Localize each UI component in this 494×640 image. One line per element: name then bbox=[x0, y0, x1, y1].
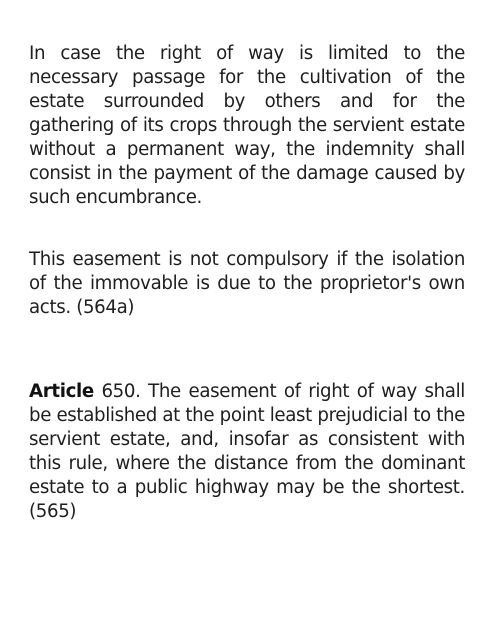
article-label: Article bbox=[29, 381, 94, 402]
article-650-paragraph bbox=[29, 380, 465, 524]
paragraph-indemnity: In case the right of way is limited to the necessary passage for the cultivation of the estate surrounded by others and for the gathering of its crops through the servient estate without a permanent way, the indemnity shall consist in the payment of the damage caused by such encumbrance. bbox=[29, 43, 465, 208]
paragraph-easement-not-compulsory: This easement is not compulsory if the isolation of the immovable is due to the proprietor's own acts. (564a) bbox=[29, 249, 465, 318]
article-650-text: 650. The easement of right of way shall be established at the point least prejudicial to the servient estate, and, insofar as consistent with this rule, where the distance from the dominant estate to a public highway may be the shortest. (565) bbox=[29, 381, 465, 522]
